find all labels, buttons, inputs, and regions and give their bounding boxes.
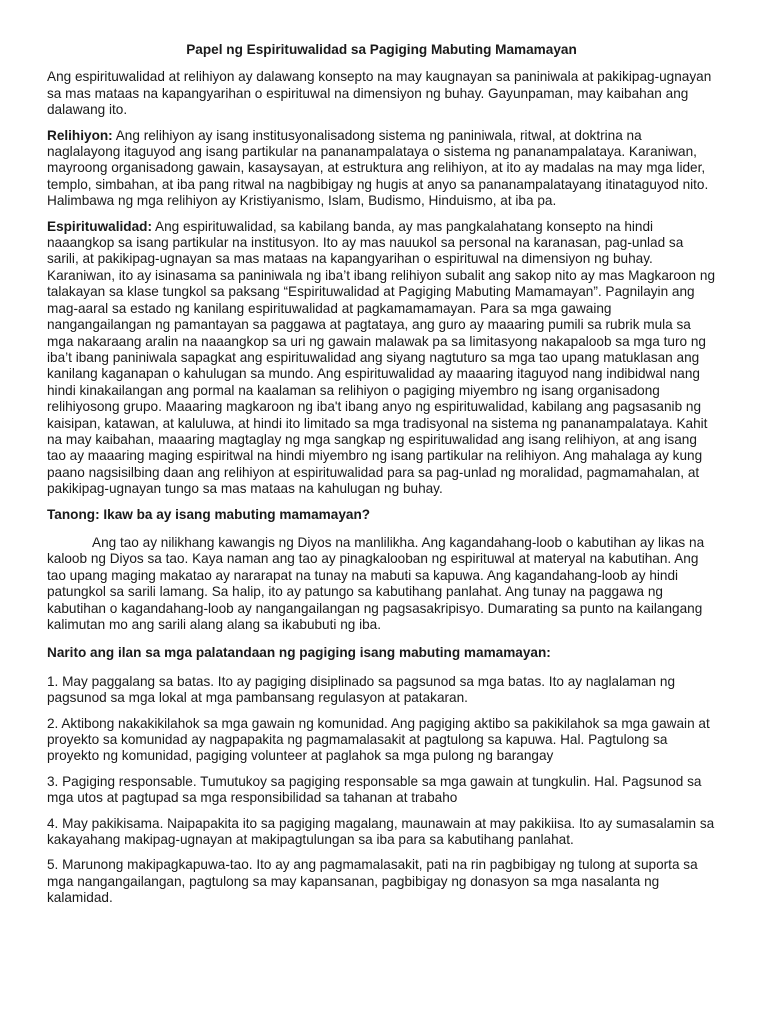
list-item: 1. May paggalang sa batas. Ito ay pagiging disiplinado sa pagsunod sa mga batas. Ito ay naglalaman ng pagsunod sa mga lokal at mga pambansang regulasyon at patakaran. bbox=[47, 673, 676, 706]
list-item: 3. Pagiging responsable. Tumutukoy sa pagiging responsable sa mga gawain at tungkulin. Hal. Pagsunod sa mga utos at pagtupad sa mga responsibilidad sa tahanan at trabaho bbox=[47, 773, 702, 806]
question-heading: Tanong: Ikaw ba ay isang mabuting mamamayan? bbox=[47, 506, 371, 522]
list-item: 2. Aktibong nakakikilahok sa mga gawain ng komunidad. Ang pagiging aktibo sa pakikilahok sa mga gawain at proyekto sa komunidad ay nagpapakita ng pagmamalasakit at pagtulong sa kapuwa. Hal. Pagtulong sa proyekto ng komunidad, pagiging volunteer at paglahok sa mga pulong ng barangay bbox=[47, 715, 710, 764]
signs-heading: Narito ang ilan sa mga palatandaan ng pagiging isang mabuting mamamayan: bbox=[47, 645, 551, 661]
document-title: Papel ng Espirituwalidad sa Pagiging Mabuting Mamamayan bbox=[186, 42, 577, 57]
list-item: 5. Marunong makipagkapuwa-tao. Ito ay ang pagmamalasakit, pati na rin pagbibigay ng tulong at suporta sa mga nangangailangan, pagtulong sa may kapansanan, pagbibigay ng donasyon sa mga nasalanta ng kalamidad. bbox=[47, 857, 698, 906]
list-item: 4. May pakikisama. Naipapakita ito sa pagiging magalang, maunawain at may pakikiisa. Ito ay sumasalamin sa kakayahang makipag-ugnayan at makipagtulungan sa iba para sa kabutihang panlahat. bbox=[47, 815, 715, 848]
relihiyon-paragraph bbox=[47, 128, 716, 210]
espirituwalidad-label: Espirituwalidad: bbox=[47, 218, 152, 234]
answer-paragraph: Ang tao ay nilikhang kawangis ng Diyos na manlilikha. Ang kagandahang-loob o kabutihan ay likas na kaloob ng Diyos sa tao. Kaya naman ang tao ay pinagkalooban ng espirituwal at materyal na kabutihan. Ang tao upang maging makatao ay nararapat na tunay na mabuti sa kapuwa. Ang kagandahang-loob ay hindi patungkol sa sarili lamang. Sa halip, ito ay patungo sa kabutihang panlahat. Ang tunay na paggawa ng kabutihan o kagandahang-loob ay nangangailangan ng pagsasakripisyo. Dumarating sa punto na kailangang kalimutan mo ang sarili alang alang sa ikabubuti ng iba. bbox=[47, 534, 705, 632]
espirituwalidad-text: Ang espirituwalidad, sa kabilang banda, ay mas pangkalahatang konsepto na hindi naaangkop sa isang partikular na institusyon. Ito ay mas nauukol sa personal na karanasan, pag-unlad sa sarili, at pakikipag-ugnayan sa mas mataas na kapangyarihan o espirituwal na dimensiyon ng buhay. Karaniwan, ito ay isinasama sa paniniwala ng iba’t ibang relihiyon subalit ang sakop nito ay mas Magkaroon ng talakayan sa klase tungkol sa paksang “Espirituwalidad at Pagiging Mabuting Mamamayan”. Pagnilayin ang mag-aaral sa estado ng kanilang espirituwalidad at pagkamamamayan. Para sa mga gawaing nangangailangan ng pamantayan sa paggawa at pagtataya, ang guro ay maaaring pumili sa rubrik mula sa mga nakaraang aralin na naaangkop sa uri ng gawain malawak pa sa limitasyong nakapaloob sa mga turo ng iba’t ibang paniniwala sapagkat ang espirituwalidad ang siyang nagtuturo sa mga tao upang matuklasan ang kanilang kaganapan o kahulugan sa mundo. Ang espirituwalidad ay maaaring itaguyod nang indibidwal nang hindi kinakailangan ang pormal na kaalaman sa relihiyon o pagiging miyembro ng isang organisadong relihiyosong grupo. Maaaring magkaroon ng iba't ibang anyo ng espirituwalidad, kabilang ang pagsasanib ng kaisipan, katawan, at kaluluwa, at hindi ito limitado sa mga tradisyonal na sistema ng pananampalataya. Kahit na may kaibahan, maaaring magtaglay ng mga sangkap ng espirituwalidad ang isang relihiyon, at ang isang tao ay maaaring maging espiritwal na hindi miyembro ng isang partikular na relihiyon. Ang mahalaga ay kung paano nagsisilbing daan ang relihiyon at espirituwalidad para sa pag-unlad ng moralidad, pagmamahalan, at pakikipag-ugnayan tungo sa mas mataas na kahulugan ng buhay. bbox=[47, 218, 715, 497]
intro-paragraph: Ang espirituwalidad at relihiyon ay dalawang konsepto na may kaugnayan sa paniniwala at pakikipag-ugnayan sa mas mataas na kapangyarihan o espirituwal na dimensiyon ng buhay. Gayunpaman, may kaibahan ang dalawang ito. bbox=[47, 69, 712, 118]
relihiyon-label: Relihiyon: bbox=[47, 127, 113, 143]
espirituwalidad-paragraph bbox=[47, 219, 716, 498]
relihiyon-text: Ang relihiyon ay isang institusyonalisadong sistema ng paniniwala, ritwal, at doktrina na naglalayong itaguyod ang isang partikular na pananampalataya o sistema ng pananampalataya. Karaniwan, mayroong organisadong gawain, kasaysayan, at estruktura ang relihiyon, at ito ay madalas na may mga lider, templo, simbahan, at iba pang ritwal na nagbibigay ng hugis at anyo sa pananampalatayang itinataguyod nito. Halimbawa ng mga relihiyon ay Kristiyanismo, Islam, Budismo, Hinduismo, at iba pa. bbox=[47, 127, 709, 209]
